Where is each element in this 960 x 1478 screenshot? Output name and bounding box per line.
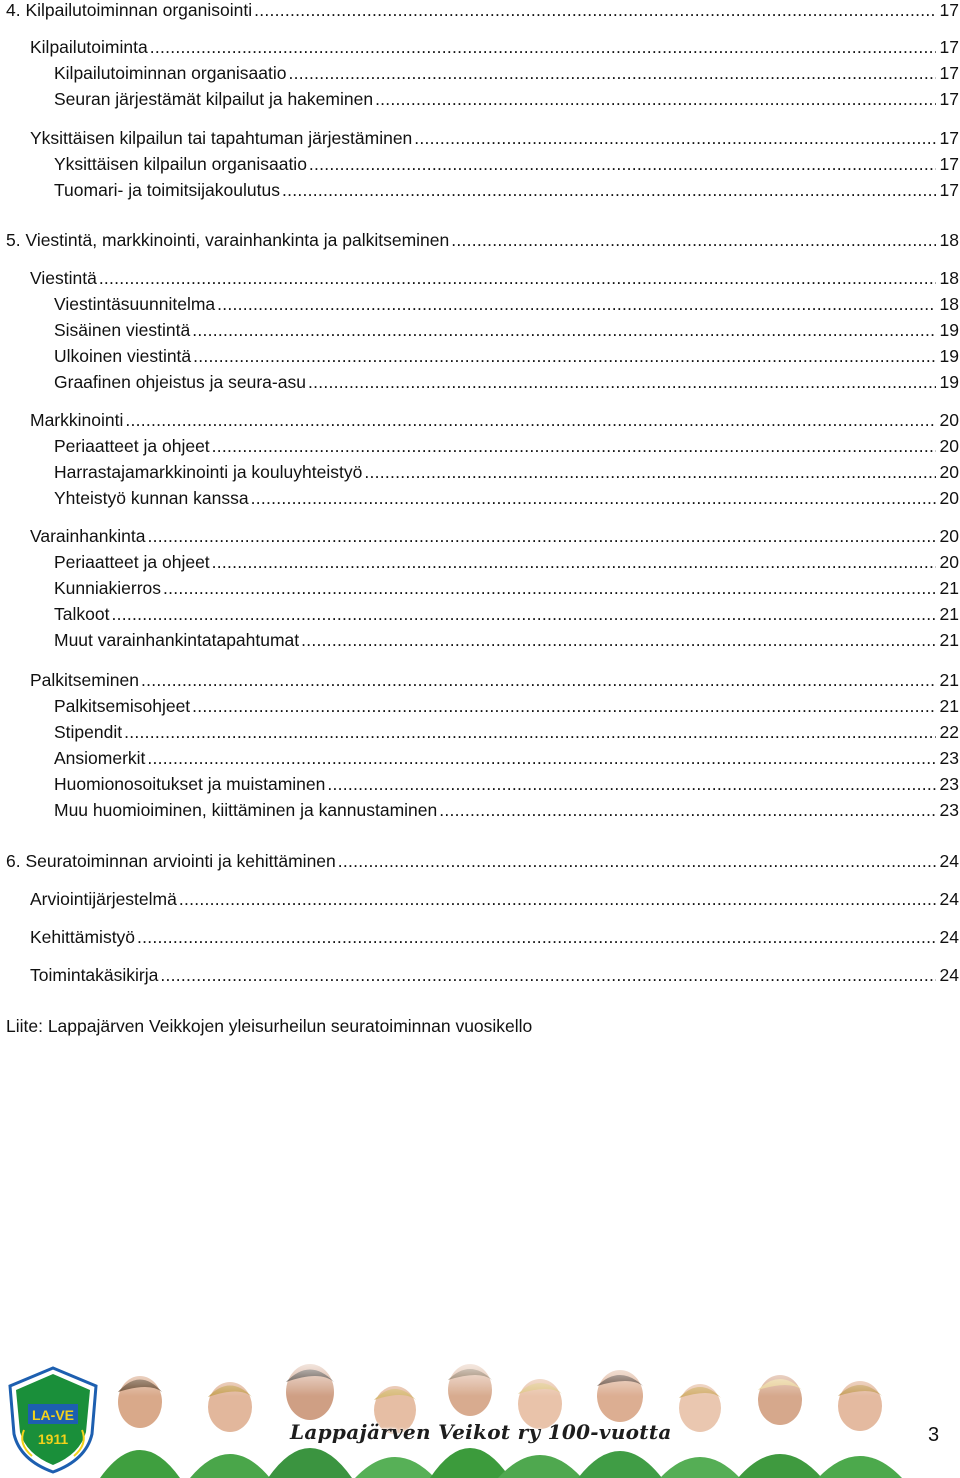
toc-entry[interactable]: [54, 62, 959, 84]
toc-dot-leader: [451, 229, 935, 251]
toc-dot-leader: [338, 850, 936, 872]
toc-entry-title: Periaatteet ja ohjeet: [54, 552, 210, 572]
toc-entry-title: Sisäinen viestintä: [54, 320, 191, 340]
toc-entry-page: 23: [939, 800, 959, 820]
toc-entry-title: 6. Seuratoiminnan arviointi ja kehittäminen: [6, 851, 336, 871]
toc-dot-leader: [124, 721, 935, 743]
toc-entry-page: 21: [939, 604, 959, 624]
toc-entry-page: 23: [939, 748, 959, 768]
toc-entry-page: 20: [939, 436, 959, 456]
toc-entry-title: Viestintä: [30, 268, 97, 288]
toc-dot-leader: [192, 695, 935, 717]
toc-dot-leader: [212, 551, 936, 573]
toc-entry[interactable]: [30, 669, 959, 691]
toc-entry-title: Periaatteet ja ohjeet: [54, 436, 210, 456]
toc-entry[interactable]: [54, 551, 959, 573]
toc-dot-leader: [308, 371, 936, 393]
toc-entry-page: 20: [939, 410, 959, 430]
toc-entry[interactable]: [54, 721, 959, 743]
toc-entry-page: 22: [939, 722, 959, 742]
la-ve-logo: [2, 1364, 104, 1476]
toc-entry-page: 17: [939, 154, 959, 174]
toc-entry-title: Kilpailutoiminnan organisaatio: [54, 63, 287, 83]
toc-entry[interactable]: [54, 773, 959, 795]
toc-entry-title: Talkoot: [54, 604, 110, 624]
toc-entry-page: 24: [939, 889, 959, 909]
toc-entry-title: Ansiomerkit: [54, 748, 146, 768]
toc-entry-page: 24: [939, 927, 959, 947]
toc-entry[interactable]: [54, 435, 959, 457]
toc-entry[interactable]: [30, 267, 959, 289]
toc-dot-leader: [375, 88, 935, 110]
toc-entry-page: 24: [939, 965, 959, 985]
toc-entry[interactable]: [54, 88, 959, 110]
toc-entry-page: 17: [939, 0, 959, 20]
toc-entry[interactable]: [54, 799, 959, 821]
toc-entry-page: 21: [939, 670, 959, 690]
toc-entry-title: Huomionosoitukset ja muistaminen: [54, 774, 326, 794]
appendix-line: Liite: Lappajärven Veikkojen yleisurheilun seuratoiminnan vuosikello: [6, 1016, 533, 1036]
toc-entry[interactable]: [30, 926, 959, 948]
toc-entry-title: Graafinen ohjeistus ja seura-asu: [54, 372, 306, 392]
toc-entry-page: 20: [939, 462, 959, 482]
toc-entry-title: Ulkoinen viestintä: [54, 346, 192, 366]
footer-title: Lappajärven Veikot ry 100-vuotta: [290, 1420, 672, 1444]
toc-entry-title: Palkitsemisohjeet: [54, 696, 191, 716]
toc-dot-leader: [282, 179, 936, 201]
toc-entry[interactable]: [54, 577, 959, 599]
toc-entry-page: 24: [939, 851, 959, 871]
toc-entry[interactable]: [54, 345, 959, 367]
toc-entry[interactable]: [30, 525, 959, 547]
toc-dot-leader: [111, 603, 935, 625]
toc-entry-title: Tuomari- ja toimitsijakoulutus: [54, 180, 280, 200]
toc-entry[interactable]: [54, 461, 959, 483]
toc-entry[interactable]: [54, 293, 959, 315]
toc-entry[interactable]: [54, 603, 959, 625]
toc-dot-leader: [147, 747, 935, 769]
toc-entry[interactable]: [54, 179, 959, 201]
toc-entry-page: 17: [939, 128, 959, 148]
toc-entry[interactable]: [30, 964, 959, 986]
toc-dot-leader: [160, 964, 935, 986]
toc-entry[interactable]: [54, 629, 959, 651]
page-number: 3: [928, 1424, 940, 1446]
toc-entry-page: 17: [939, 37, 959, 57]
toc-entry[interactable]: [30, 36, 959, 58]
toc-entry-page: 19: [939, 320, 959, 340]
toc-dot-leader: [179, 888, 936, 910]
toc-entry-title: Kilpailutoiminta: [30, 37, 148, 57]
toc-entry-title: Stipendit: [54, 722, 123, 742]
toc-entry-page: 19: [939, 346, 959, 366]
toc-entry[interactable]: [6, 850, 959, 872]
toc-dot-leader: [254, 0, 935, 21]
toc-entry[interactable]: [54, 319, 959, 341]
toc-entry-title: Arviointijärjestelmä: [30, 889, 177, 909]
toc-dot-leader: [193, 345, 935, 367]
toc-dot-leader: [99, 267, 936, 289]
toc-entry-title: Palkitseminen: [30, 670, 139, 690]
toc-entry[interactable]: [6, 229, 959, 251]
toc-entry-title: Kunniakierros: [54, 578, 161, 598]
toc-dot-leader: [327, 773, 935, 795]
toc-entry[interactable]: [30, 127, 959, 149]
toc-dot-leader: [163, 577, 936, 599]
toc-entry-page: 20: [939, 488, 959, 508]
toc-entry-title: 4. Kilpailutoiminnan organisointi: [6, 0, 253, 20]
toc-dot-leader: [217, 293, 935, 315]
toc-dot-leader: [289, 62, 936, 84]
toc-entry[interactable]: [30, 888, 959, 910]
toc-entry[interactable]: [54, 487, 959, 509]
toc-entry-page: 17: [939, 89, 959, 109]
toc-entry-title: Yhteistyö kunnan kanssa: [54, 488, 249, 508]
logo-text-bottom: 1911: [37, 1431, 69, 1447]
toc-dot-leader: [414, 127, 935, 149]
toc-entry-title: Muu huomioiminen, kiittäminen ja kannustaminen: [54, 800, 438, 820]
toc-entry-page: 19: [939, 372, 959, 392]
toc-entry-title: Varainhankinta: [30, 526, 146, 546]
toc-entry[interactable]: [6, 0, 959, 21]
toc-entry-title: Viestintäsuunnitelma: [54, 294, 216, 314]
toc-entry[interactable]: [54, 153, 959, 175]
toc-entry-page: 17: [939, 180, 959, 200]
toc-dot-leader: [192, 319, 935, 341]
toc-entry-title: Muut varainhankintatapahtumat: [54, 630, 300, 650]
toc-entry-page: 18: [939, 268, 959, 288]
toc-entry-title: 5. Viestintä, markkinointi, varainhankinta ja palkitseminen: [6, 230, 450, 250]
toc-entry[interactable]: [54, 371, 959, 393]
toc-entry-page: 21: [939, 630, 959, 650]
toc-dot-leader: [147, 525, 935, 547]
toc-dot-leader: [125, 409, 935, 431]
footer: [0, 1352, 960, 1478]
toc-dot-leader: [309, 153, 936, 175]
toc-entry-page: 23: [939, 774, 959, 794]
toc-entry-title: Toimintakäsikirja: [30, 965, 159, 985]
toc-entry[interactable]: [30, 409, 959, 431]
toc-dot-leader: [141, 669, 936, 691]
logo-text-top: LA-VE: [32, 1407, 74, 1423]
toc-dot-leader: [137, 926, 935, 948]
toc-entry-title: Yksittäisen kilpailun organisaatio: [54, 154, 307, 174]
toc-entry-page: 21: [939, 696, 959, 716]
toc-entry-title: Yksittäisen kilpailun tai tapahtuman järjestäminen: [30, 128, 413, 148]
toc-dot-leader: [364, 461, 935, 483]
toc-entry-page: 18: [939, 230, 959, 250]
toc-dot-leader: [251, 487, 936, 509]
toc-entry-page: 20: [939, 526, 959, 546]
toc-entry-title: Markkinointi: [30, 410, 124, 430]
toc-dot-leader: [150, 36, 936, 58]
team-photo-banner: [0, 1352, 960, 1478]
toc-entry-title: Seuran järjestämät kilpailut ja hakeminen: [54, 89, 374, 109]
toc-dot-leader: [301, 629, 935, 651]
toc-entry-page: 18: [939, 294, 959, 314]
toc-dot-leader: [439, 799, 935, 821]
toc-entry[interactable]: [54, 695, 959, 717]
toc-entry-title: Harrastajamarkkinointi ja kouluyhteistyö: [54, 462, 363, 482]
toc-entry-page: 21: [939, 578, 959, 598]
toc-dot-leader: [212, 435, 936, 457]
toc-entry-page: 20: [939, 552, 959, 572]
toc-entry[interactable]: [54, 747, 959, 769]
toc-entry-page: 17: [939, 63, 959, 83]
toc-entry-title: Kehittämistyö: [30, 927, 136, 947]
